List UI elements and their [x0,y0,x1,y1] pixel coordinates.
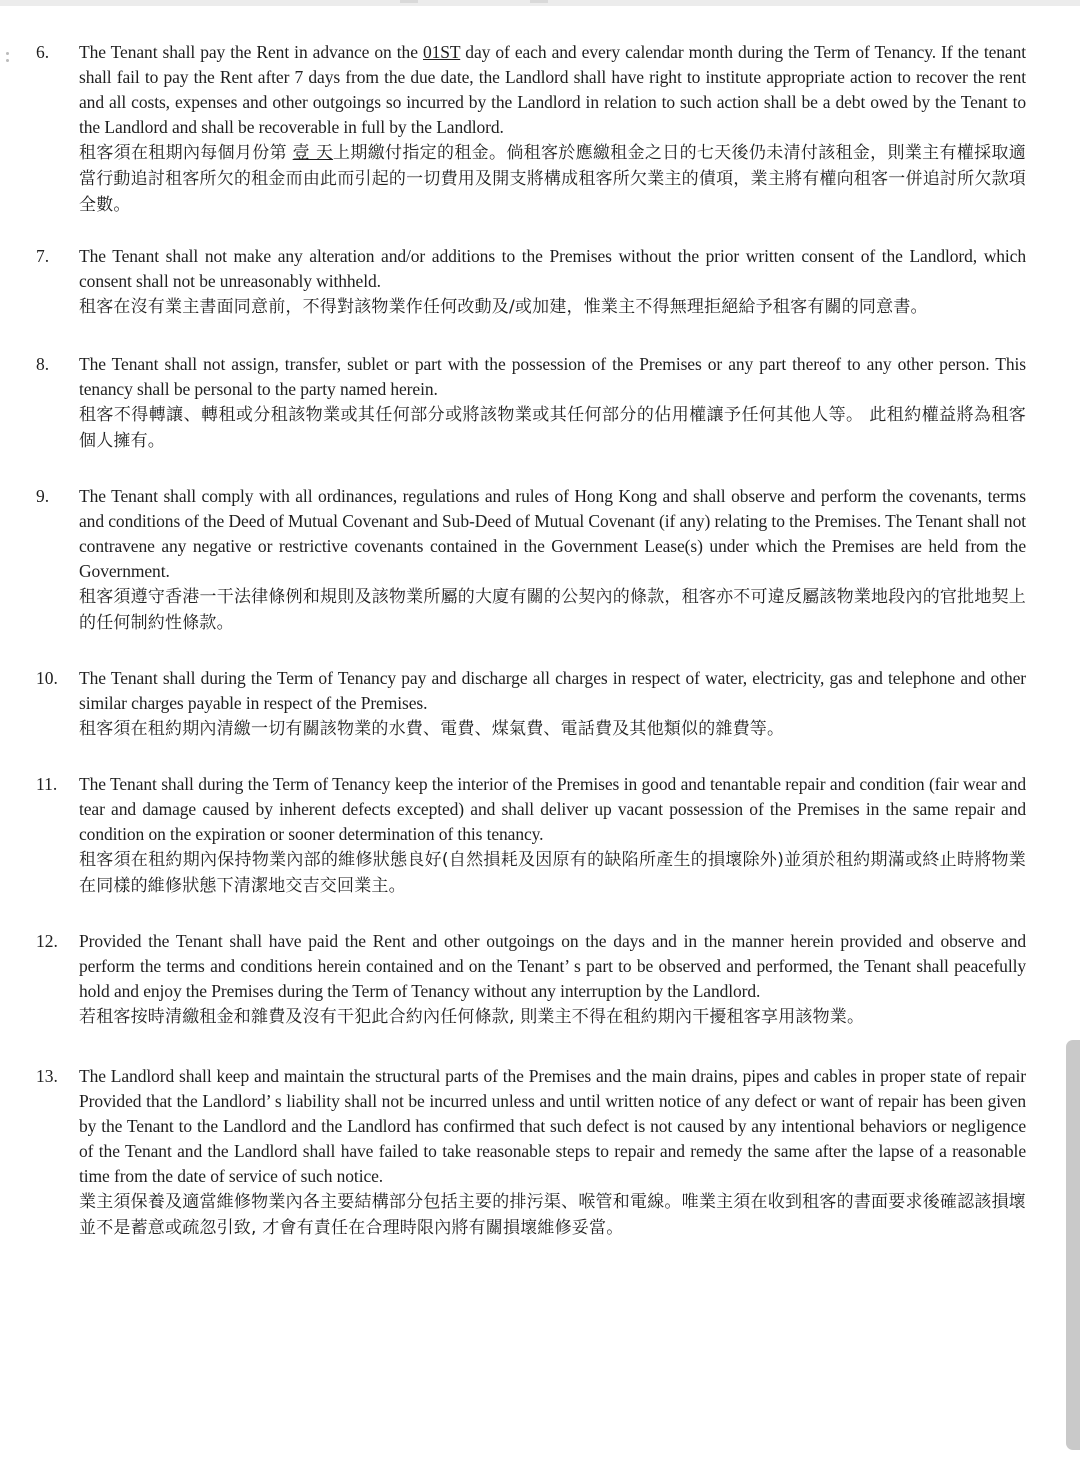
clause-9 [36,484,1026,636]
margin-dots [6,52,10,64]
clause-chinese-text: 租客須在租約期內清繳一切有關該物業的水費、電費、煤氣費、電話費及其他類似的雜費等。 [79,719,785,739]
clause-chinese-text: 租客不得轉讓、轉租或分租該物業或其任何部分或將該物業或其任何部分的佔用權讓予任何其他人等。 此租約權益將為租客個人擁有。 [79,405,1026,451]
top-edge-mark [400,0,418,3]
clause-13 [36,1064,1026,1241]
clause-chinese-text: 租客須遵守香港一干法律條例和規則及該物業所屬的大廈有關的公契內的條款，租客亦不可違反屬該物業地段內的官批地契上的任何制約性條款。 [79,587,1026,633]
clause-number: 10. [36,668,58,688]
top-edge-mark [530,0,548,3]
lease-clauses [36,40,1026,1269]
clause-number: 11. [36,774,58,794]
clause-chinese-text: 租客須在租約期內保持物業內部的維修狀態良好(自然損耗及因原有的缺陷所產生的損壞除外)並須於租約期滿或終止時將物業在同樣的維修狀態下清潔地交吉交回業主。 [79,850,1026,896]
clause-chinese-text [79,140,1026,218]
filled-blank-day: 01ST [422,42,461,62]
clause-text-part: day of each and every calendar month during the Term of Tenancy. If the tenant shall fail to pay the Rent after 7 days from the due date, the Landlord shall have right to institute appropriate action to recover the rent and all costs, expenses and other outgoings so incurred by the Landlord in relation to such action shall be a debt owed by the Tenant to the Landlord and shall be recoverable in full by the Landlord. [79,42,1026,137]
clause-number: 7. [36,246,50,266]
clause-number: 9. [36,486,50,506]
top-edge-bar [0,0,1080,6]
clause-english-text: The Tenant shall not assign, transfer, sublet or part with the possession of the Premises or any part thereof to any other person. This tenancy shall be personal to the party named herein. [79,354,1026,399]
clause-11 [36,772,1026,899]
clause-english-text: The Landlord shall keep and maintain the structural parts of the Premises and the main drains, pipes and cables in proper state of repair Provided that the Landlord’ s liability shall not be incurred unless and until written notice of any defect or want of repair has been given by the Tenant to the Landlord and the Landlord has confirmed that such defect is not caused by any intentional behaviors or negligence of the Tenant and the Landlord shall have failed to take reasonable steps to repair and remedy the same after the lapse of a reasonable time from the date of service of such notice. [79,1066,1026,1186]
clause-english-text: The Tenant shall comply with all ordinances, regulations and rules of Hong Kong and shall observe and perform the covenants, terms and conditions of the Deed of Mutual Covenant and Sub-Deed of Mutual Covenant (if any) relating to the Premises. The Tenant shall not contravene any negative or restrictive covenants contained in the Government Lease(s) under which the Premises are held from the Government. [79,486,1026,581]
clause-chinese-text: 若租客按時清繳租金和雜費及沒有干犯此合約內任何條款, 則業主不得在租約期內干擾租客享用該物業。 [79,1007,865,1027]
clause-number: 13. [36,1066,58,1086]
clause-number: 12. [36,931,58,951]
clause-english-text: The Tenant shall during the Term of Tenancy pay and discharge all charges in respect of water, electricity, gas and telephone and other similar charges payable in respect of the Premises. [79,668,1026,713]
clause-8 [36,352,1026,454]
clause-10 [36,666,1026,742]
filled-blank-day-zh: 壹 天 [292,143,334,163]
clause-number: 6. [36,42,50,62]
clause-chinese-text: 租客在沒有業主書面同意前，不得對該物業作任何改動及/或加建，惟業主不得無理拒絕給予租客有關的同意書。 [79,297,928,317]
clause-text-part: 租客須在租期內每個月份第 [79,143,293,163]
clause-english-text: The Tenant shall during the Term of Tenancy keep the interior of the Premises in good and tenantable repair and condition (fair wear and tear and damage caused by inherent defects excepted) and shall deliver up vacant possession of the Premises in the same repair and condition on the expiration or sooner determination of this tenancy. [79,774,1026,844]
clause-chinese-text: 業主須保養及適當維修物業內各主要結構部分包括主要的排污渠、喉管和電線。唯業主須在收到租客的書面要求後確認該損壞並不是蓄意或疏忽引致, 才會有責任在合理時限內將有關損壞維修妥當。 [79,1192,1026,1238]
clause-english-text: Provided the Tenant shall have paid the Rent and other outgoings on the days and in the manner herein provided and observe and perform the terms and conditions herein contained and on the Tenant’ s part to be observed and performed, the Tenant shall peacefully hold and enjoy the Premises during the Term of Tenancy without any interruption by the Landlord. [79,931,1026,1001]
clause-text-part: The Tenant shall pay the Rent in advance on the [79,42,423,62]
clause-number: 8. [36,354,50,374]
clause-english-text [79,40,1026,140]
clause-7 [36,244,1026,320]
clause-6 [36,40,1026,218]
clause-english-text: The Tenant shall not make any alteration and/or additions to the Premises without the prior written consent of the Landlord, which consent shall not be unreasonably withheld. [79,246,1026,291]
scrollbar-thumb[interactable] [1066,1040,1080,1450]
clause-text-part: 上期繳付指定的租金。倘租客於應繳租金之日的七天後仍未清付該租金，則業主有權採取適當行動追討租客所欠的租金而由此而引起的一切費用及開支將構成租客所欠業主的債項，業主將有權向租客一併追討所欠款項全數。 [79,143,1026,215]
clause-12 [36,929,1026,1030]
